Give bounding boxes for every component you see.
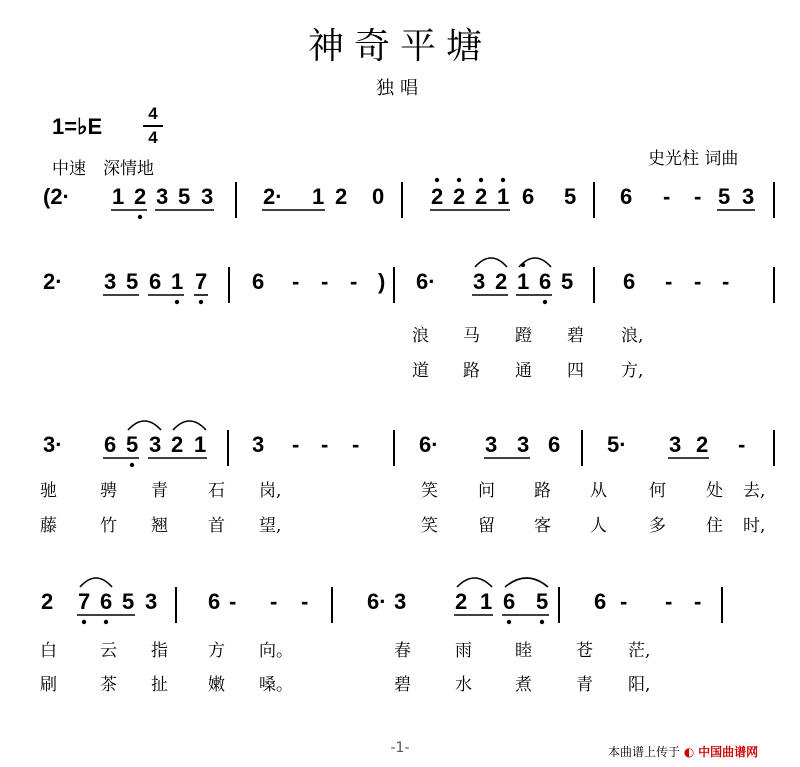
dash-extension: - bbox=[350, 269, 358, 294]
note: 6 bbox=[522, 184, 535, 209]
note: 2 bbox=[696, 432, 709, 457]
slur bbox=[173, 421, 206, 430]
note: 2 bbox=[453, 184, 466, 209]
dash-extension: - bbox=[663, 184, 671, 209]
note: 2 bbox=[475, 184, 488, 209]
dash-extension: - bbox=[321, 269, 329, 294]
key-signature: 1=♭E bbox=[52, 114, 103, 139]
slur bbox=[128, 421, 161, 430]
lyric: 笑 bbox=[421, 481, 438, 501]
note: 5 bbox=[718, 184, 731, 209]
octave-dot bbox=[507, 620, 511, 624]
note: 6· bbox=[367, 589, 387, 614]
note: 5 bbox=[561, 269, 574, 294]
dash-extension: - bbox=[694, 184, 702, 209]
time-signature-bottom: 4 bbox=[148, 128, 158, 147]
note: 1 bbox=[497, 184, 510, 209]
dash-extension: - bbox=[352, 432, 360, 457]
lyric: 扯 bbox=[151, 675, 168, 695]
site-logo-icon: ◐ bbox=[683, 745, 695, 759]
dash-extension: - bbox=[292, 269, 300, 294]
lyric: 四 bbox=[567, 361, 584, 381]
note: 6 bbox=[104, 432, 117, 457]
lyric: 通 bbox=[515, 361, 532, 381]
note: 6 bbox=[623, 269, 636, 294]
octave-dot bbox=[138, 215, 142, 219]
lyric: 驰 bbox=[40, 481, 57, 501]
note: 5 bbox=[126, 432, 139, 457]
note: 3 bbox=[485, 432, 498, 457]
dash-extension: - bbox=[738, 432, 746, 457]
note: 5 bbox=[564, 184, 577, 209]
note: 7 bbox=[195, 269, 208, 294]
lyric: 骋 bbox=[100, 481, 117, 501]
note: 1 bbox=[194, 432, 207, 457]
note: 3 bbox=[201, 184, 214, 209]
lyric: 留 bbox=[478, 516, 495, 536]
note: 2· bbox=[43, 269, 63, 294]
lyric: 嗓。 bbox=[259, 675, 293, 695]
note: 3 bbox=[394, 589, 407, 614]
note: 3 bbox=[517, 432, 530, 457]
dash-extension: - bbox=[321, 432, 329, 457]
time-signature-top: 4 bbox=[148, 104, 158, 123]
octave-dot bbox=[543, 300, 547, 304]
lyric: 笑 bbox=[421, 516, 438, 536]
lyric: 时, bbox=[743, 516, 766, 536]
note: 2 bbox=[41, 589, 54, 614]
lyric: 路 bbox=[463, 361, 480, 381]
lyric: 藤 bbox=[40, 516, 57, 536]
slur bbox=[80, 578, 112, 587]
dash-extension: - bbox=[292, 432, 300, 457]
lyric: 首 bbox=[208, 516, 225, 536]
lyric: 水 bbox=[455, 675, 472, 695]
note: 3 bbox=[145, 589, 158, 614]
lyric: 睦 bbox=[515, 641, 532, 661]
octave-dot bbox=[199, 300, 203, 304]
note: 3 bbox=[252, 432, 265, 457]
octave-dot bbox=[457, 178, 461, 182]
page-number: -1- bbox=[390, 740, 410, 756]
note: 7 bbox=[78, 589, 91, 614]
lyric: 白 bbox=[40, 641, 57, 661]
lyric: 马 bbox=[463, 326, 480, 346]
lyric: 蹬 bbox=[515, 326, 532, 346]
note: 6 bbox=[100, 589, 113, 614]
lyric: 处 bbox=[706, 481, 723, 501]
lyric: 指 bbox=[151, 641, 168, 661]
note: 6· bbox=[416, 269, 436, 294]
note: 2 bbox=[171, 432, 184, 457]
note: 6 bbox=[503, 589, 516, 614]
lyric: 住 bbox=[706, 516, 723, 536]
note: 3 bbox=[104, 269, 117, 294]
author-credit: 史光柱 词曲 bbox=[648, 149, 739, 169]
lyric: 客 bbox=[534, 516, 551, 536]
note: 3· bbox=[43, 432, 63, 457]
lyric: 翘 bbox=[151, 516, 168, 536]
dash-extension: - bbox=[229, 589, 237, 614]
lyric: 去, bbox=[743, 481, 766, 501]
note: 2 bbox=[495, 269, 508, 294]
slur bbox=[457, 578, 492, 587]
octave-dot bbox=[540, 620, 544, 624]
note: 6 bbox=[149, 269, 162, 294]
lyric: 苍 bbox=[576, 641, 593, 661]
lyric: 刷 bbox=[40, 675, 57, 695]
lyric: 何 bbox=[649, 481, 666, 501]
octave-dot bbox=[435, 178, 439, 182]
note: 1 bbox=[517, 269, 530, 294]
octave-dot bbox=[175, 300, 179, 304]
lyric: 岗, bbox=[259, 481, 282, 501]
note: 5 bbox=[536, 589, 549, 614]
dash-extension: - bbox=[694, 589, 702, 614]
lyric: 雨 bbox=[455, 641, 472, 661]
dash-extension: - bbox=[301, 589, 309, 614]
note: 1 bbox=[171, 269, 184, 294]
dash-extension: - bbox=[270, 589, 278, 614]
subtitle: 独唱 bbox=[376, 78, 424, 99]
note: 2 bbox=[431, 184, 444, 209]
site-brand: 中国曲谱网 bbox=[698, 745, 759, 759]
page-title: 神奇平塘 bbox=[307, 26, 492, 67]
slur bbox=[475, 258, 507, 267]
lyric: 青 bbox=[576, 675, 593, 695]
lyric: 春 bbox=[394, 641, 411, 661]
note: 5· bbox=[607, 432, 627, 457]
note: ) bbox=[378, 269, 386, 294]
octave-dot bbox=[130, 463, 134, 467]
lyric: 青 bbox=[151, 481, 168, 501]
lyric: 多 bbox=[649, 516, 666, 536]
octave-dot bbox=[479, 178, 483, 182]
lyric: 人 bbox=[590, 516, 607, 536]
note: 1 bbox=[112, 184, 125, 209]
lyric: 碧 bbox=[567, 326, 584, 346]
note: (2· bbox=[43, 184, 70, 209]
lyric: 茶 bbox=[100, 675, 117, 695]
note: 1 bbox=[480, 589, 493, 614]
lyric: 从 bbox=[590, 481, 607, 501]
note: 5 bbox=[178, 184, 191, 209]
upload-footer bbox=[608, 743, 758, 760]
note: 6 bbox=[594, 589, 607, 614]
lyric: 茫, bbox=[628, 641, 651, 661]
dash-extension: - bbox=[694, 269, 702, 294]
note: 2 bbox=[335, 184, 348, 209]
note: 3 bbox=[473, 269, 486, 294]
lyric: 浪, bbox=[621, 326, 644, 346]
dash-extension: - bbox=[722, 269, 730, 294]
note: 5 bbox=[122, 589, 135, 614]
lyric: 路 bbox=[534, 481, 551, 501]
note: 3 bbox=[669, 432, 682, 457]
lyric: 竹 bbox=[100, 516, 117, 536]
lyric: 方 bbox=[208, 641, 225, 661]
lyric: 问 bbox=[478, 481, 495, 501]
lyric: 碧 bbox=[394, 675, 411, 695]
note: 0 bbox=[372, 184, 385, 209]
note: 3 bbox=[149, 432, 162, 457]
dash-extension: - bbox=[620, 589, 628, 614]
lyric: 嫩 bbox=[208, 675, 225, 695]
lyric: 道 bbox=[412, 361, 429, 381]
lyric: 阳, bbox=[628, 675, 651, 695]
note: 6 bbox=[620, 184, 633, 209]
lyric: 煮 bbox=[515, 675, 532, 695]
note: 6 bbox=[208, 589, 221, 614]
note: 6 bbox=[539, 269, 552, 294]
octave-dot bbox=[104, 620, 108, 624]
octave-dot bbox=[82, 620, 86, 624]
lyric: 云 bbox=[100, 641, 117, 661]
note: 6· bbox=[419, 432, 439, 457]
note: 2 bbox=[455, 589, 468, 614]
upload-text: 本曲谱上传于 bbox=[608, 745, 681, 759]
note: 5 bbox=[126, 269, 139, 294]
note: 6 bbox=[252, 269, 265, 294]
note: 3 bbox=[742, 184, 755, 209]
lyric: 方, bbox=[621, 361, 644, 381]
dash-extension: - bbox=[665, 269, 673, 294]
lyric: 望, bbox=[259, 516, 282, 536]
note: 3 bbox=[156, 184, 169, 209]
note: 6 bbox=[548, 432, 561, 457]
dash-extension: - bbox=[665, 589, 673, 614]
note: 2· bbox=[263, 184, 283, 209]
note: 2 bbox=[134, 184, 147, 209]
lyric: 石 bbox=[208, 481, 225, 501]
tempo-marking: 中速 深情地 bbox=[52, 159, 154, 179]
slur bbox=[505, 578, 548, 587]
note: 1 bbox=[312, 184, 325, 209]
lyric: 浪 bbox=[412, 326, 429, 346]
octave-dot bbox=[501, 178, 505, 182]
lyric: 向。 bbox=[259, 641, 293, 661]
